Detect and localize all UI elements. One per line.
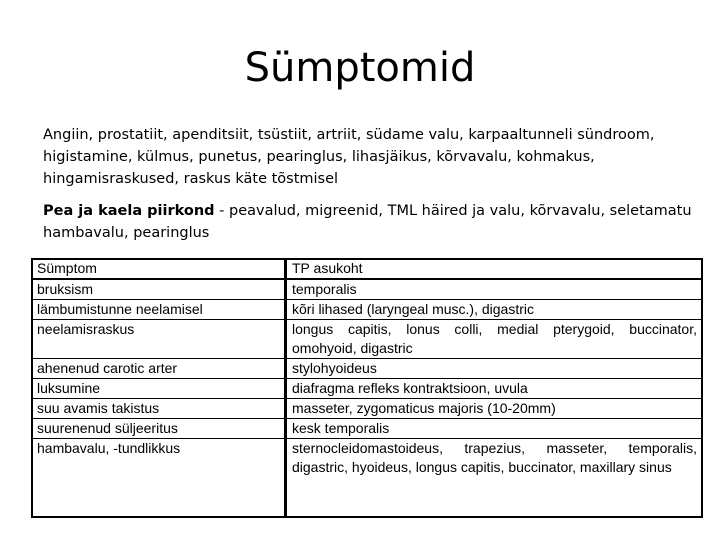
symptom-cell: hambavalu, -tundlikkus — [32, 439, 287, 518]
page-title: Sümptomid — [244, 45, 476, 91]
table-row — [32, 379, 703, 399]
table-row — [32, 279, 703, 300]
table-column-divider — [284, 258, 286, 518]
table-row — [32, 359, 703, 379]
tp-location-cell: kesk temporalis — [287, 419, 703, 439]
symptoms-paragraph: Angiin, prostatiit, apenditsiit, tsüstiit, artriit, südame valu, karpaaltunneli sündroom, higistamine, külmus, punetus, pearinglus, lihasjäikus, kõrvavalu, kohmakus, hingamisraskused, raskus käte tõstmisel — [43, 127, 655, 187]
table-row — [32, 419, 703, 439]
symptom-cell: ahenenud carotic arter — [32, 359, 287, 379]
table-header-row — [32, 259, 703, 280]
tp-location-cell: kõri lihased (laryngeal musc.), digastric — [287, 300, 703, 320]
table-row — [32, 399, 703, 419]
tp-location-cell: diafragma refleks kontraktsioon, uvula — [287, 379, 703, 399]
tp-location-cell: longus capitis, lonus colli, medial pterygoid, buccinator, omohyoid, digastric — [287, 320, 703, 359]
symptom-cell: neelamisraskus — [32, 320, 287, 359]
head-neck-text: - peavalud, migreenid, TML häired ja valu, kõrvavalu, seletamatu hambavalu, pearinglus — [43, 203, 692, 241]
table-row — [32, 439, 703, 518]
symptom-cell: suu avamis takistus — [32, 399, 287, 419]
symptom-cell: lämbumistunne neelamisel — [32, 300, 287, 320]
table-row — [32, 300, 703, 320]
symptom-cell: luksumine — [32, 379, 287, 399]
tp-location-cell: masseter, zygomaticus majoris (10-20mm) — [287, 399, 703, 419]
symptom-cell: suurenenud süljeeritus — [32, 419, 287, 439]
tp-location-cell: temporalis — [287, 279, 703, 300]
symptom-table — [31, 258, 703, 518]
header-tp-location: TP asukoht — [287, 259, 703, 280]
head-neck-paragraph — [43, 200, 693, 244]
symptom-cell: bruksism — [32, 279, 287, 300]
tp-location-cell: sternocleidomastoideus, trapezius, masseter, temporalis, digastric, hyoideus, longus capitis, buccinator, maxillary sinus — [287, 439, 703, 518]
head-neck-heading: Pea ja kaela piirkond — [43, 203, 215, 219]
header-symptom: Sümptom — [32, 259, 287, 280]
table-row — [32, 320, 703, 359]
tp-location-cell: stylohyoideus — [287, 359, 703, 379]
